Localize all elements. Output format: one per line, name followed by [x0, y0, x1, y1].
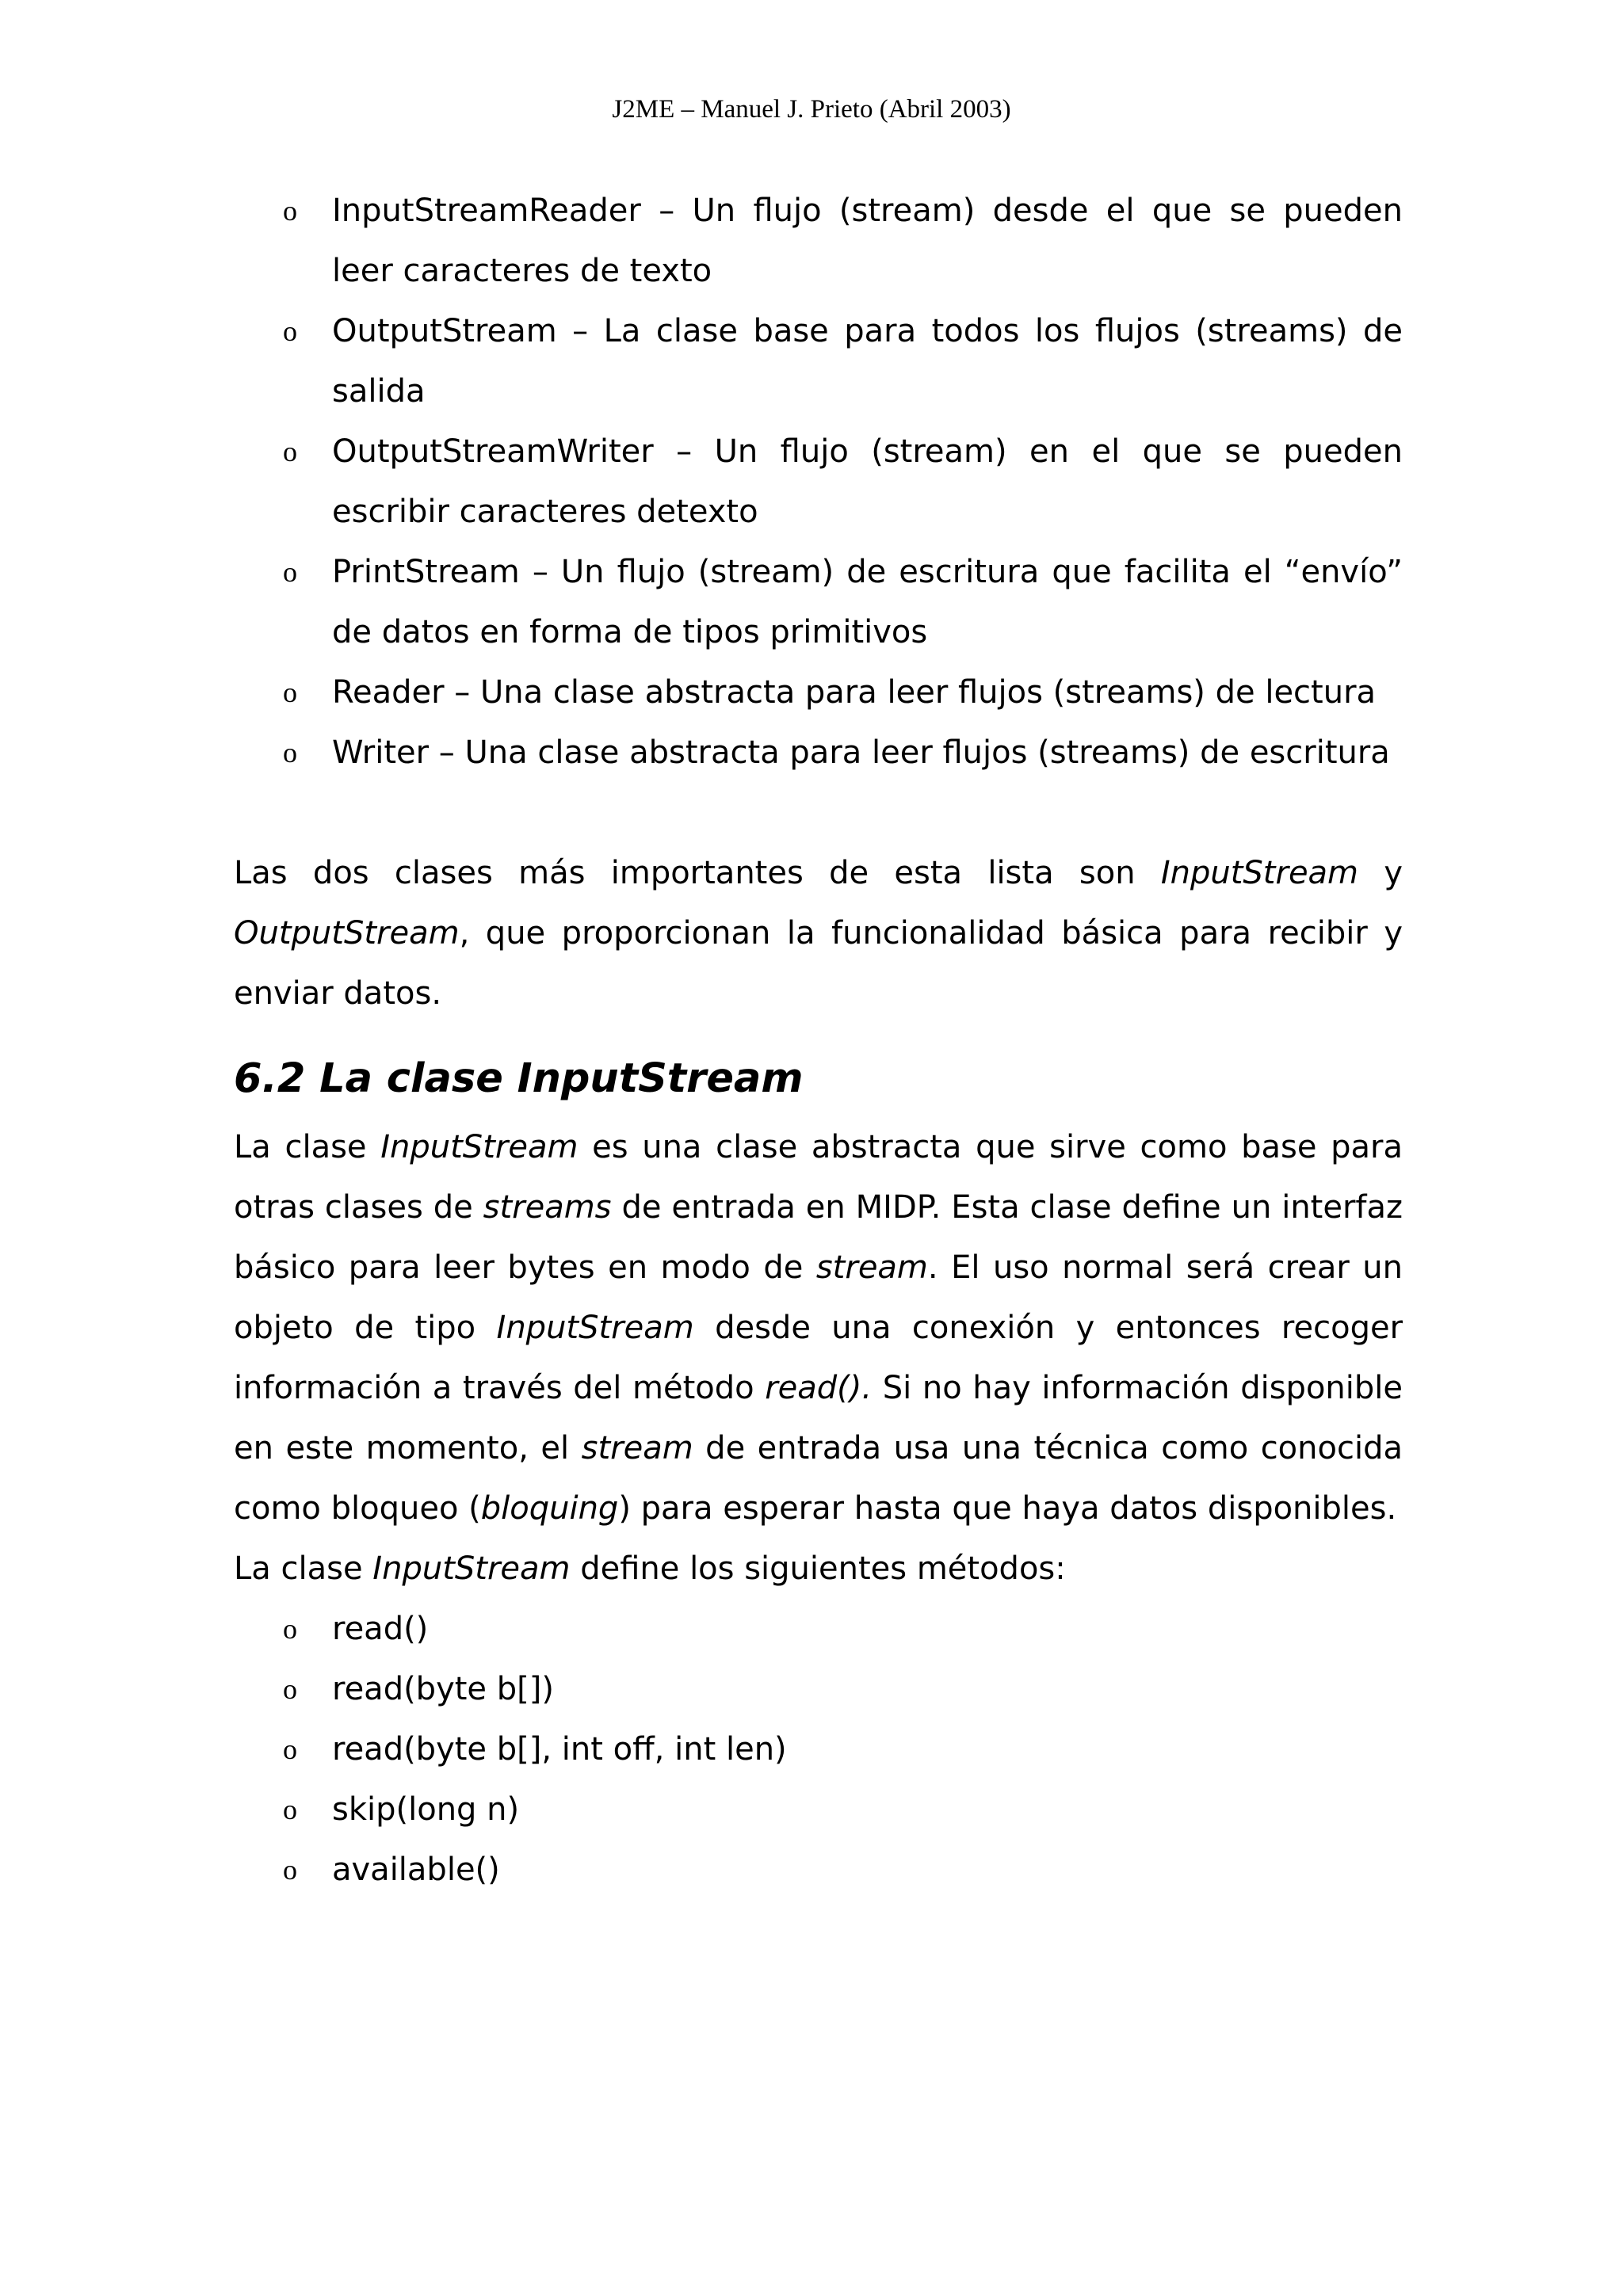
list-item: o Writer – Una clase abstracta para leer flujos (streams) de escritura [234, 723, 1403, 783]
bullet-icon: o [283, 436, 297, 467]
page-header: J2ME – Manuel J. Prieto (Abril 2003) [612, 95, 1011, 124]
list-item: o OutputStreamWriter – Un flujo (stream) en el que se pueden escribir caracteres detexto [234, 421, 1403, 542]
list-item: o PrintStream – Un flujo (stream) de escritura que facilita el “envío” de datos en forma de tipos primitivos [234, 542, 1403, 662]
list-item: o OutputStream – La clase base para todos los flujos (streams) de salida [234, 301, 1403, 421]
bullet-icon: o [283, 195, 297, 227]
bullet-icon: o [283, 1794, 297, 1825]
list-item: o read(byte b[]) [234, 1659, 1403, 1719]
summary-paragraph: Las dos clases más importantes de esta lista son InputStream y OutputStream, que proporcionan la funcionalidad básica para recibir y enviar datos. [234, 855, 1403, 1012]
list-item: o skip(long n) [234, 1779, 1403, 1840]
bullet-icon: o [283, 315, 297, 347]
list-item: o InputStreamReader – Un flujo (stream) desde el que se pueden leer caracteres de texto [234, 181, 1403, 301]
bullet-icon: o [283, 737, 297, 769]
methods-intro: La clase InputStream define los siguientes métodos: [234, 1550, 1066, 1587]
method-list [234, 1599, 1403, 1900]
bullet-icon: o [283, 1613, 297, 1645]
list-item: o available() [234, 1840, 1403, 1900]
list-item: o Reader – Una clase abstracta para leer flujos (streams) de lectura [234, 662, 1403, 723]
bullet-icon: o [283, 556, 297, 588]
bullet-icon: o [283, 1854, 297, 1886]
body-paragraph: La clase InputStream es una clase abstracta que sirve como base para otras clases de streams de entrada en MIDP. Esta clase define un interfaz básico para leer bytes en modo de stream. El uso normal será crear un objeto de tipo InputStream desde una conexión y entonces recoger información a través del método read(). Si no hay información disponible en este momento, el stream de entrada usa una técnica como conocida como bloqueo (bloquing) para esperar hasta que haya datos disponibles. [234, 1129, 1403, 1527]
bullet-icon: o [283, 1673, 297, 1705]
section-heading: 6.2 La clase InputStream [234, 1055, 804, 1102]
class-list [234, 181, 1403, 783]
bullet-icon: o [283, 677, 297, 708]
list-item: o read() [234, 1599, 1403, 1659]
list-item: o read(byte b[], int off, int len) [234, 1719, 1403, 1779]
page-content [234, 181, 1403, 1900]
bullet-icon: o [283, 1733, 297, 1765]
